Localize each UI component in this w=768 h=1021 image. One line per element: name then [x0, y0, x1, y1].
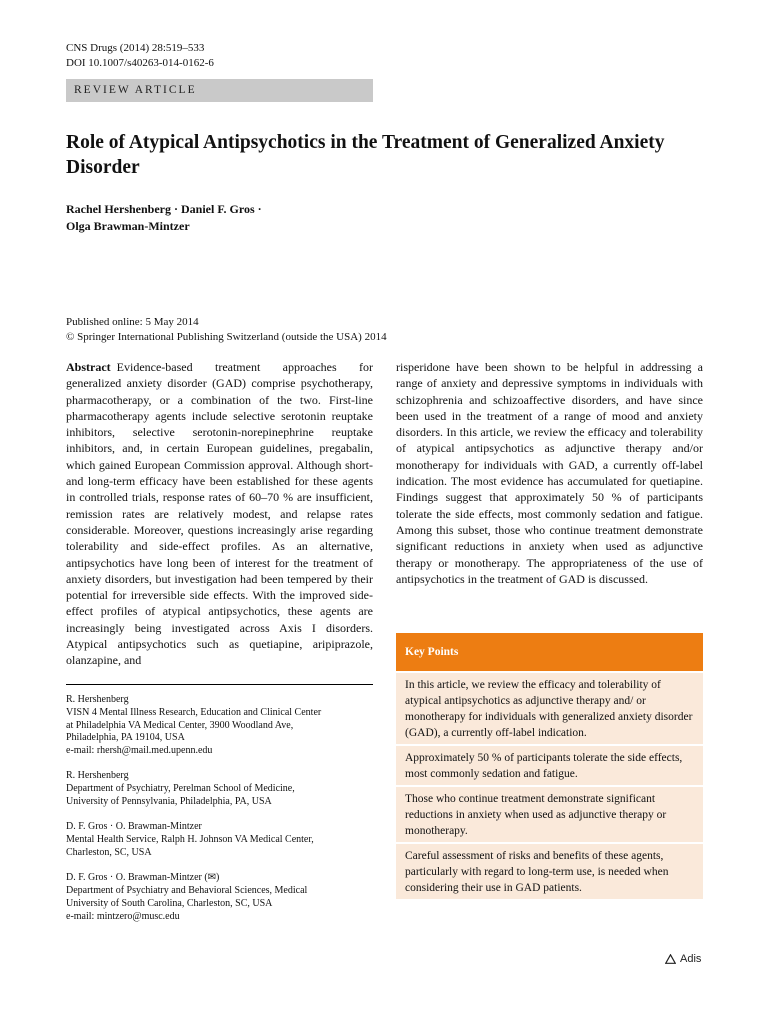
article-meta [66, 41, 214, 71]
affiliation-email[interactable]: e-mail: mintzero@musc.edu [66, 910, 180, 922]
abstract-text-right: risperidone have been shown to be helpful in addressing a range of anxiety and depressive symptoms in individuals with schizophrenia and schizoaffective disorders, and have since been used in the treatment of a range of mood and anxiety disorders. In this article, we review the efficacy and tolerability of atypical antipsychotics as adjunctive therapy and/or monotherapy for individuals with GAD, a currently off-label indication. The most evidence has accumulated for quetiapine. Findings suggest that approximately 50 % of participants tolerate the side effects, most commonly sedation and fatigue. Among this subset, those who continue treatment demonstrate significant reductions in anxiety when used as adjunctive therapy or monotherapy. The appropriateness of the use of antipsychotics in the treatment of GAD is discussed. [396, 360, 703, 586]
affiliation-line: D. F. Gros · O. Brawman-Mintzer [66, 821, 202, 833]
triangle-logo-icon [665, 954, 676, 964]
affiliation-line: at Philadelphia VA Medical Center, 3900 Woodland Ave, [66, 719, 294, 731]
affiliation-line: D. F. Gros · O. Brawman-Mintzer (✉) [66, 872, 220, 884]
author-line-2: Olga Brawman-Mintzer [66, 219, 190, 233]
abstract-right-column [396, 359, 703, 587]
key-point-item: Those who continue treatment demonstrate significant reductions in anxiety when used as adjunctive therapy or monotherapy. [396, 785, 703, 842]
affiliation-line: University of Pennsylvania, Philadelphia, PA, USA [66, 796, 272, 808]
affiliation-block [66, 872, 376, 923]
publisher-name: Adis [680, 953, 702, 965]
affiliation-line: VISN 4 Mental Illness Research, Education and Clinical Center [66, 706, 322, 718]
affiliations [66, 694, 376, 936]
author-line-1: Rachel Hershenberg · Daniel F. Gros · [66, 202, 262, 216]
abstract-left-column [66, 359, 373, 669]
abstract-heading: Abstract [66, 360, 111, 374]
key-point-item: In this article, we review the efficacy and tolerability of atypical antipsychotics as adjunctive therapy and/ or monotherapy for individuals with generalized anxiety disorder (GAD), a currently off-label indication. [396, 671, 703, 744]
affiliation-line: Mental Health Service, Ralph H. Johnson VA Medical Center, [66, 834, 314, 846]
copyright-line: © Springer International Publishing Switzerland (outside the USA) 2014 [66, 331, 387, 343]
affiliation-line: R. Hershenberg [66, 770, 129, 782]
affiliation-line: R. Hershenberg [66, 694, 129, 705]
article-type-band: REVIEW ARTICLE [66, 79, 373, 102]
doi: DOI 10.1007/s40263-014-0162-6 [66, 57, 214, 69]
affiliation-block [66, 821, 376, 859]
publisher-footer [665, 953, 701, 965]
publication-info [66, 315, 387, 345]
journal-citation: CNS Drugs (2014) 28:519–533 [66, 42, 205, 54]
affiliation-line: University of South Carolina, Charleston, SC, USA [66, 897, 273, 909]
key-points-heading: Key Points [396, 633, 703, 671]
affiliation-block [66, 694, 376, 758]
author-list [66, 201, 262, 235]
affiliation-line: Philadelphia, PA 19104, USA [66, 732, 185, 744]
affiliation-line: Department of Psychiatry and Behavioral Sciences, Medical [66, 885, 308, 897]
key-points-box [396, 633, 703, 899]
published-date: Published online: 5 May 2014 [66, 316, 199, 328]
key-point-item: Approximately 50 % of participants tolerate the side effects, most commonly sedation and fatigue. [396, 744, 703, 785]
affiliation-line: Charleston, SC, USA [66, 846, 152, 858]
affiliation-block [66, 770, 376, 808]
key-point-item: Careful assessment of risks and benefits of these agents, particularly with regard to long-term use, is needed when considering their use in GAD patients. [396, 842, 703, 899]
article-title: Role of Atypical Antipsychotics in the Treatment of Generalized Anxiety Disorder [66, 132, 665, 178]
affiliation-email[interactable]: e-mail: rhersh@mail.med.upenn.edu [66, 745, 213, 757]
affiliation-line: Department of Psychiatry, Perelman School of Medicine, [66, 783, 295, 795]
footnote-rule [66, 684, 373, 685]
abstract-text-left: Evidence-based treatment approaches for generalized anxiety disorder (GAD) comprise psychotherapy, pharmacotherapy, or a combination of the two. First-line pharmacotherapy agents include selective serotonin reuptake inhibitors, selective serotonin-norepinephrine reuptake inhibitors, and, in certain European guidelines, pregabalin, which gained European Commission approval. Although short- and long-term efficacy have been established for these agents in controlled trials, response rates of 60–70 % are insufficient, remission rates are relatively modest, and relapse rates considerable. Moreover, questions increasingly arise regarding tolerability and side-effect profiles. As an alternative, antipsychotics have long been of interest for the treatment of anxiety disorders, but investigation had been tempered by their potential for irreversible side effects. With the improved side-effect profiles of atypical antipsychotics, these agents are increasingly being investigated across Axis I disorders. Atypical antipsychotics such as quetiapine, aripiprazole, olanzapine, and [66, 360, 373, 668]
